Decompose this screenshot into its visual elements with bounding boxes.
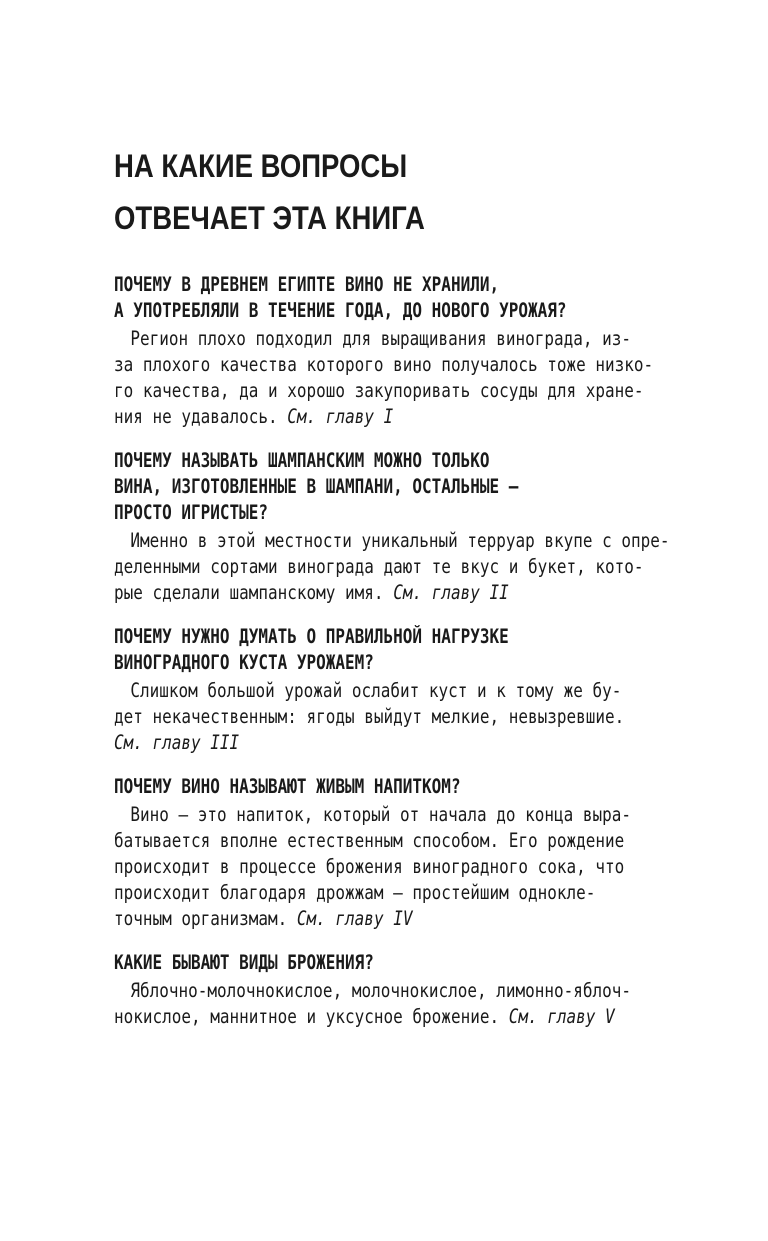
answer-line: Регион плохо подходил для выращивания винограда, из-: [130, 327, 631, 350]
answer-text: [114, 678, 625, 756]
question-line: ПОЧЕМУ НУЖНО ДУМАТЬ О ПРАВИЛЬНОЙ НАГРУЗКЕ: [114, 625, 509, 648]
answer-line: за плохого качества которого вино получалось тоже низко-: [114, 353, 654, 376]
chapter-reference: См. главу III: [114, 731, 240, 754]
answer-line: Слишком большой урожай ослабит куст и к тому же бу-: [130, 679, 622, 702]
answer-line: происходит в процессе брожения виноградного сока, что: [114, 855, 625, 878]
answer-text: [114, 528, 670, 606]
answer-line: ния не удавалось.: [114, 405, 278, 428]
answer-line: деленными сортами винограда дают те вкус и букет, кото-: [114, 555, 644, 578]
answer-line: Яблочно-молочнокислое, молочнокислое, лимонно-яблоч-: [130, 979, 631, 1002]
title-line-2: ОТВЕЧАЕТ ЭТА КНИГА: [114, 200, 425, 236]
answer-line: происходит благодаря дрожжам — простейшим однокле-: [114, 881, 596, 904]
page-title: [114, 140, 615, 244]
question-heading: [114, 774, 591, 800]
answer-line: батывается вполне естественным способом. Его рождение: [114, 829, 625, 852]
question-heading: [114, 448, 591, 526]
question-heading: [114, 272, 591, 324]
question-heading: [114, 624, 591, 676]
answer-text: [114, 802, 631, 932]
book-page: [114, 140, 696, 1048]
title-line-1: НА КАКИЕ ВОПРОСЫ: [114, 148, 408, 184]
answer-text: [114, 326, 654, 430]
question-line: ПРОСТО ИГРИСТЫЕ?: [114, 501, 269, 524]
answer-line: Именно в этой местности уникальный терруар вкупе с опре-: [130, 529, 670, 552]
answer-text: [114, 978, 631, 1030]
chapter-reference: См. главу IV: [296, 907, 413, 930]
qa-item: [114, 624, 696, 756]
question-line: ПОЧЕМУ В ДРЕВНЕМ ЕГИПТЕ ВИНО НЕ ХРАНИЛИ,: [114, 273, 500, 296]
answer-line: рые сделали шампанскому имя.: [114, 581, 384, 604]
qa-item: [114, 774, 696, 932]
chapter-reference: См. главу I: [287, 405, 394, 428]
qa-item: [114, 448, 696, 606]
answer-line: точным организмам.: [114, 907, 288, 930]
chapter-reference: См. главу V: [508, 1005, 615, 1028]
question-heading: [114, 950, 591, 976]
question-line: КАКИЕ БЫВАЮТ ВИДЫ БРОЖЕНИЯ?: [114, 951, 374, 974]
answer-line: Вино — это напиток, который от начала до конца выра-: [130, 803, 631, 826]
qa-item: [114, 272, 696, 430]
question-line: ВИНОГРАДНОГО КУСТА УРОЖАЕМ?: [114, 651, 374, 674]
question-line: ВИНА, ИЗГОТОВЛЕННЫЕ В ШАМПАНИ, ОСТАЛЬНЫЕ —: [114, 475, 519, 498]
question-line: ПОЧЕМУ ВИНО НАЗЫВАЮТ ЖИВЫМ НАПИТКОМ?: [114, 775, 461, 798]
question-line: А УПОТРЕБЛЯЛИ В ТЕЧЕНИЕ ГОДА, ДО НОВОГО УРОЖАЯ?: [114, 299, 567, 322]
chapter-reference: См. главу II: [393, 581, 509, 604]
qa-item: [114, 950, 696, 1030]
answer-line: го качества, да и хорошо закупоривать сосуды для хране-: [114, 379, 644, 402]
answer-line: дет некачественным: ягоды выйдут мелкие, невызревшие.: [114, 705, 625, 728]
answer-line: нокислое, маннитное и уксусное брожение.: [114, 1005, 500, 1028]
question-line: ПОЧЕМУ НАЗЫВАТЬ ШАМПАНСКИМ МОЖНО ТОЛЬКО: [114, 449, 490, 472]
